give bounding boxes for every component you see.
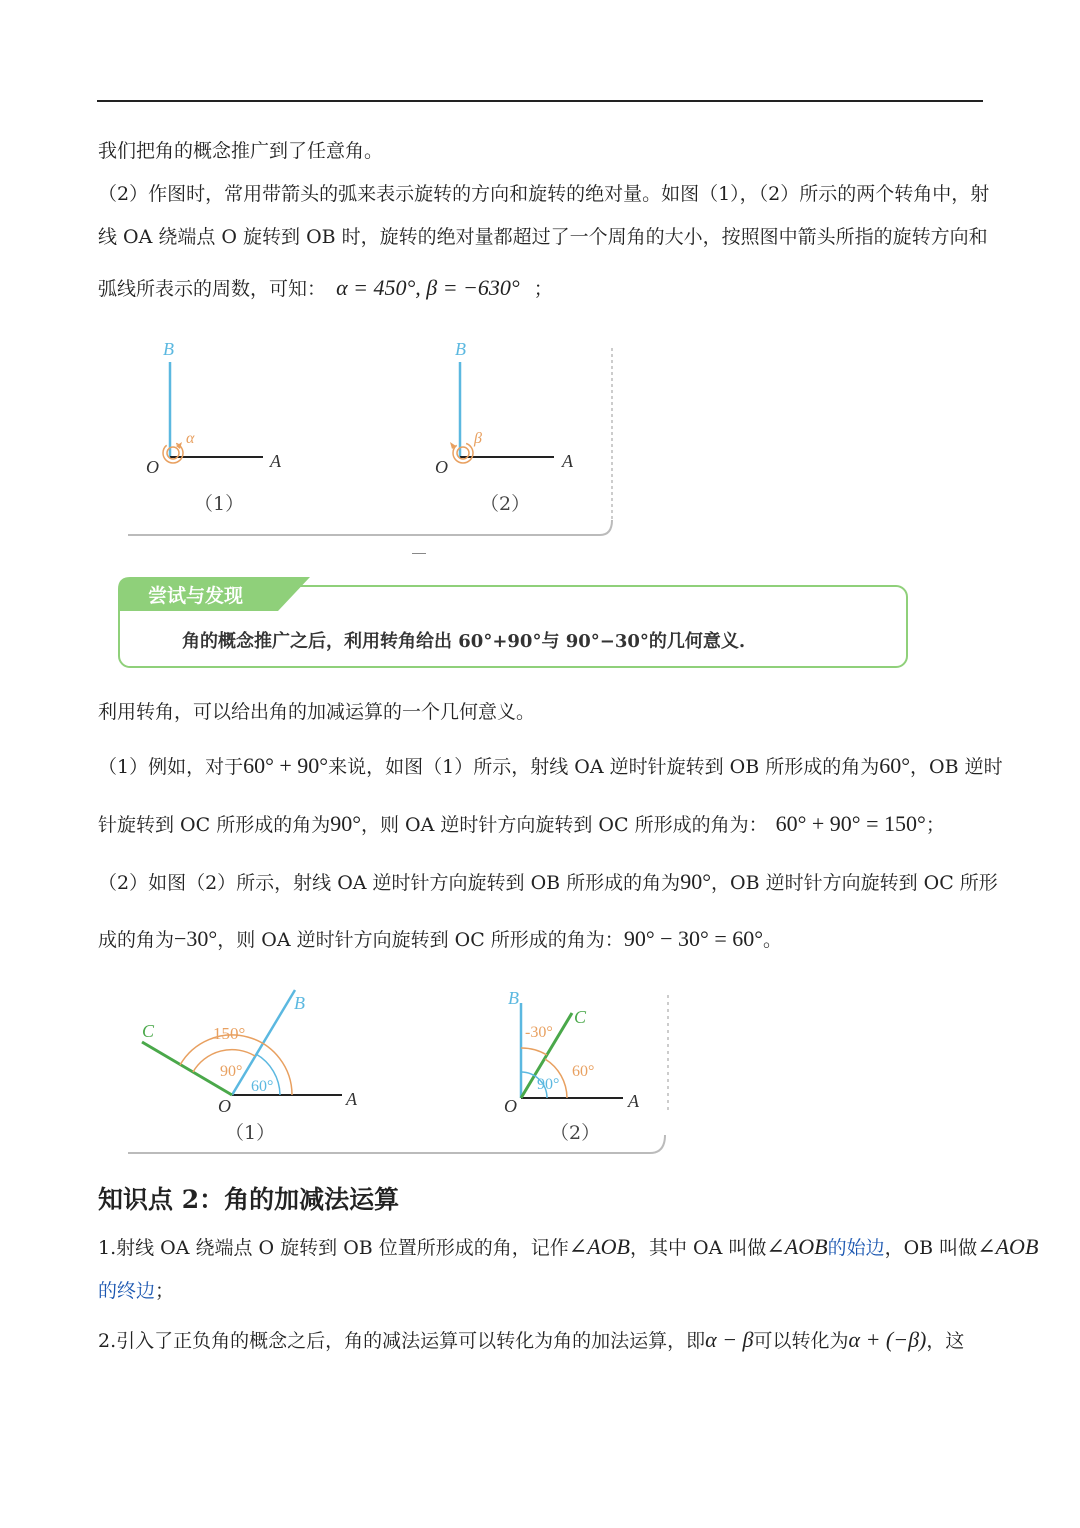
label-a-f1: A [346, 1089, 357, 1109]
label-beta: β [474, 430, 482, 447]
text-segment: （2）如图（2）所示，射线 OA 逆时针方向旋转到 OB 所形成的角为 [98, 872, 681, 894]
item-1-line-1 [98, 1233, 1039, 1262]
label-o-f1: O [218, 1096, 231, 1116]
figure-rotation-angles [120, 330, 620, 545]
example-1-line-2 [98, 810, 984, 839]
label-o-1: O [146, 457, 159, 477]
math-expr: 90° [680, 869, 711, 894]
label-150: 150° [213, 1024, 246, 1043]
text-segment: ，则 OA 逆时针方向旋转到 OC 所形成的角为： [361, 814, 768, 836]
example-2-line-1 [98, 868, 998, 897]
caption-2: （2） [480, 493, 531, 515]
math-expr: 60° + 90° = 150° [775, 811, 926, 836]
math-expr: 90° − 30° = 60° [623, 926, 764, 951]
label-60-f2: 60° [572, 1063, 595, 1080]
label-b-f2: B [508, 988, 519, 1008]
example-2-line-2 [98, 925, 984, 954]
term-initial-side: 的始边 [827, 1237, 885, 1259]
text-segment: ，OB 叫做 [884, 1237, 978, 1259]
ray-oc-f1 [142, 1042, 232, 1095]
text-segment: 成的角为 [98, 929, 175, 951]
text-segment: 1.射线 OA 绕端点 O 旋转到 OB 位置所形成的角，记作 [98, 1237, 569, 1259]
math-expr: 60° [879, 753, 911, 778]
math-expr: α + (−β) [848, 1327, 927, 1352]
math-angle: ∠AOB [977, 1234, 1039, 1259]
label-a-2: A [562, 451, 573, 471]
math-expr: −30° [174, 926, 218, 951]
item-2-line-1 [98, 1326, 984, 1355]
item-1-line-2 [98, 1277, 984, 1305]
label-90-f1: 90° [220, 1063, 243, 1080]
text-segment: ； [925, 814, 945, 836]
arc-minus-30 [521, 1048, 547, 1055]
text-segment: 。 [763, 929, 783, 951]
math-expr: α − β [705, 1327, 754, 1352]
text-segment: ，这 [926, 1330, 965, 1352]
label-c-f1: C [142, 1021, 155, 1041]
paragraph-2-line-1: （2）作图时，常用带箭头的弧来表示旋转的方向和旋转的绝对量。如图（1），（2）所示的两个转角中，射 [98, 183, 990, 205]
math-alpha-beta: α = 450°, β = −630° [336, 275, 520, 300]
label-b-1: B [163, 339, 174, 359]
figure-frame-corner [650, 1135, 665, 1153]
text-segment: ，其中 OA 叫做 [629, 1237, 767, 1259]
text-segment: （1）例如，对于 [98, 756, 244, 778]
text-segment: ，OB 逆时针方向旋转到 OC 所形 [711, 872, 998, 894]
text-segment: ； [155, 1280, 175, 1302]
try-discover-title: 尝试与发现 [148, 585, 244, 607]
label-90-f2: 90° [537, 1076, 560, 1093]
paragraph-intro-2: 利用转角，可以给出角的加减运算的一个几何意义。 [98, 701, 536, 723]
label-b-f1: B [294, 993, 305, 1013]
label-alpha: α [186, 430, 195, 447]
figure-frame-corner [600, 520, 612, 535]
try-discover-text: 角的概念推广之后，利用转角给出 60°+90°与 90°−30°的几何意义. [182, 631, 746, 652]
caption-f1: （1） [225, 1122, 276, 1144]
label-b-2: B [455, 339, 466, 359]
caption-1: （1） [194, 493, 245, 515]
label-o-f2: O [504, 1096, 517, 1116]
paragraph-2-line-3 [98, 274, 984, 303]
label-minus-30: -30° [525, 1024, 553, 1041]
label-a-1: A [270, 451, 281, 471]
paragraph-intro: 我们把角的概念推广到了任意角。 [98, 140, 384, 162]
term-terminal-side: 的终边 [98, 1280, 156, 1302]
section-heading: 知识点 2：角的加减法运算 [98, 1185, 400, 1214]
text-segment: ，OB 逆时 [910, 756, 1003, 778]
label-c-f2: C [574, 1007, 587, 1027]
math-angle: ∠AOB [766, 1234, 828, 1259]
text-segment: 弧线所表示的周数，可知： [98, 278, 327, 300]
math-angle: ∠AOB [568, 1234, 630, 1259]
label-60-f1: 60° [251, 1078, 274, 1095]
text-segment: 来说，如图（1）所示，射线 OA 逆时针旋转到 OB 所形成的角为 [328, 756, 880, 778]
paragraph-2-line-2: 线 OA 绕端点 O 旋转到 OB 时，旋转的绝对量都超过了一个周角的大小，按照图中箭头所指的旋转方向和 [98, 226, 988, 248]
text-segment: 可以转化为 [753, 1330, 849, 1352]
label-a-f2: A [628, 1091, 639, 1111]
text-segment: ； [533, 278, 553, 300]
example-1-line-1 [98, 752, 1003, 781]
text-segment: ，则 OA 逆时针方向旋转到 OC 所形成的角为： [217, 929, 624, 951]
figure-angle-operations [120, 985, 680, 1160]
text-segment: 针旋转到 OC 所形成的角为 [98, 814, 331, 836]
text-segment: 2.引入了正负角的概念之后，角的减法运算可以转化为角的加法运算，即 [98, 1330, 706, 1352]
math-expr: 90° [330, 811, 362, 836]
math-expr: 60° + 90° [243, 753, 329, 778]
header-rule [97, 100, 983, 102]
label-o-2: O [435, 457, 448, 477]
caption-f2: （2） [550, 1122, 601, 1144]
page-mark [412, 553, 426, 554]
